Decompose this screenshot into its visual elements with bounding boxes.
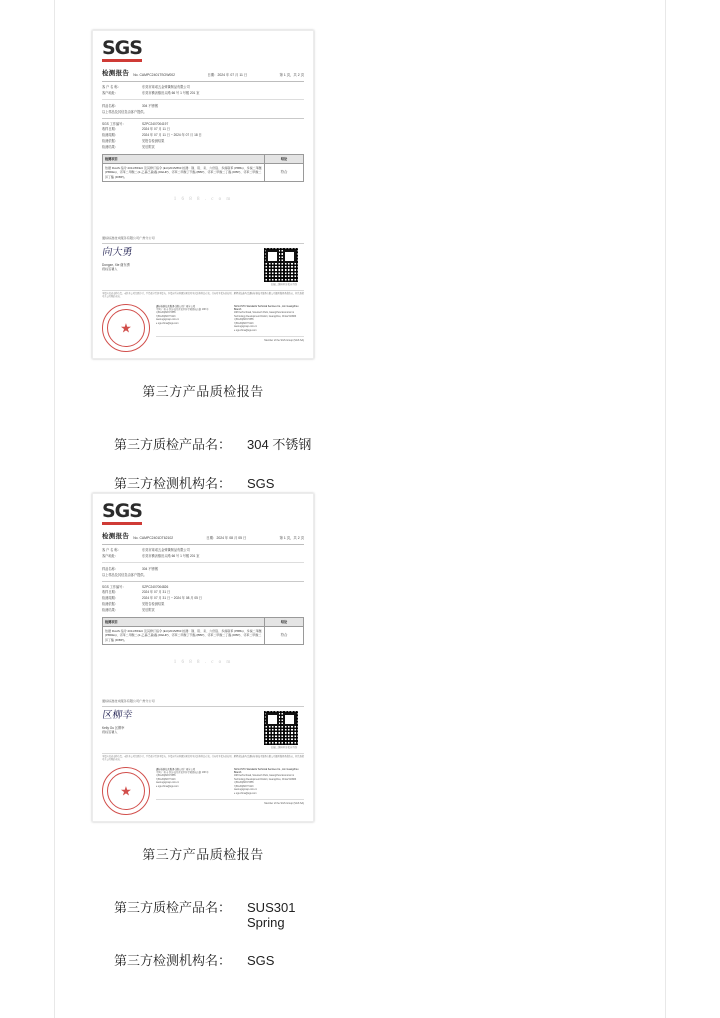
field-value-product-2: SUS301 Spring — [247, 899, 296, 930]
divider — [102, 118, 304, 119]
address-title-cn-2: 通标标准技术服务有限公司广州分公司 — [156, 768, 196, 771]
table-row: SGS 工作编号： SZPC2407004826 — [102, 584, 169, 589]
divider — [102, 581, 304, 582]
divider — [102, 562, 304, 563]
report-fields-2 — [92, 897, 314, 969]
table-row: 收样日期： 2024 年 07 月 31 日 — [102, 590, 171, 595]
result-conclusion-1: 符合 — [265, 163, 304, 182]
divider — [102, 99, 304, 100]
field-value-product-1: 304 不锈钢 — [247, 436, 312, 452]
result-col-test: 检测项目 — [103, 618, 265, 627]
certificate-header-2 — [102, 532, 304, 545]
report-caption-1: 第三方产品质检报告 — [142, 383, 264, 399]
certificate-image-1[interactable] — [92, 30, 314, 359]
certificate-header-1 — [102, 69, 304, 82]
address-fax-en-2: f (86-20)8207 5113 — [234, 785, 254, 788]
report-no-1: No. CAMPC2401TSOW002 — [133, 73, 176, 78]
signer-role-2: 授权签署人 — [102, 730, 118, 735]
signature-1: 向大勇 — [101, 246, 134, 258]
report-date-2: 日期：2024 年 08 月 05 日 — [206, 536, 247, 541]
address-web-en-2: www.sgsgroup.com.cn — [234, 789, 257, 792]
address-line-en-1: 198 Kezhu Road, Scientech Park, Guangzhou Economic & Technology Development District, Guangzhou, China 510663 — [234, 312, 297, 318]
address-line-en-2: 198 Kezhu Road, Scientech Park, Guangzhou Economic & Technology Development District, Guangzhou, China 510663 — [234, 775, 297, 781]
field-value-agency-2: SGS — [247, 952, 275, 968]
watermark-2: 1 6 8 8 . c o m — [173, 660, 233, 666]
address-title-cn-1: 通标标准技术服务有限公司广州分公司 — [156, 305, 196, 308]
legal-disclaimer-1: 本报告仅就来样负责。未经本公司书面许可，不得部分复制本报告。本报告所含检测结果仅对本次送检样品有效。任何对本报告的使用、解释或依赖均受通标标准技术服务有限公司通用服务条款约束，相关条款可于公司网站查询。 — [102, 290, 304, 299]
report-block-2 — [92, 493, 314, 989]
signature-2: 区柳幸 — [101, 709, 134, 721]
address-phone-cn-2: t (86-20)8215 5555 — [156, 775, 176, 778]
blank-band — [102, 667, 304, 691]
address-fax-cn-1: f (86-20)8207 5113 — [156, 315, 176, 318]
job-info-table-1 — [102, 121, 304, 150]
sample-info-table-2 — [102, 566, 304, 572]
certificate-footer-2 — [102, 699, 304, 815]
member-line-2: Member of the SGS Group (SGS SA) — [156, 799, 304, 805]
field-row-product-1 — [92, 434, 314, 453]
customer-info-table-2 — [102, 548, 304, 560]
table-row: 客户地址： 东莞市横沥镇田头路 66 号 1 号楼 201 室 — [102, 91, 200, 96]
address-email-en-1: e sgs.china@sgs.com — [234, 329, 257, 332]
field-label-agency-1: 第三方检测机构名： — [114, 475, 232, 491]
blank-band — [102, 204, 304, 228]
page-right-rule — [665, 0, 666, 1018]
result-table-2 — [102, 617, 304, 645]
address-line-cn-1: 中国·广州市·经济技术开发区科学城荔枝山路 198 号 — [156, 309, 209, 312]
field-row-agency-1 — [92, 473, 314, 492]
job-info-table-2 — [102, 584, 304, 613]
sgs-logo-bar — [102, 522, 142, 525]
address-phone-cn-1: t (86-20)8215 5555 — [156, 312, 176, 315]
signer-name-1: Dongze, Xie 谢东勇 — [102, 262, 130, 267]
report-page-2: 第 1 页，共 2 页 — [279, 536, 304, 541]
address-email-cn-2: e sgs.china@sgs.com — [156, 785, 179, 788]
report-block-1 — [92, 30, 314, 512]
report-no-2: No. CAMPC2401DT62102 — [133, 536, 174, 541]
result-conclusion-2: 符合 — [265, 626, 304, 645]
field-label-product-2: 第三方质检产品名： — [114, 899, 232, 915]
sgs-logo-2: SGS — [102, 502, 142, 525]
report-caption-2: 第三方产品质检报告 — [142, 846, 264, 862]
table-row: 客户地址： 东莞市横沥镇田头路 66 号 1 号楼 201 室 — [102, 554, 200, 559]
result-description-1: 依据 RoHS 指令 2011/65/EU 及其修订指令 (EU)2015/863 检测：镉、铅、汞、六价铬、多溴联苯 (PBBs)、多溴二苯醚 (PBDEs)、邻苯二甲酸二(2-乙基己基)酯 (DEHP)、邻苯二甲酸丁苄酯 (BBP)、邻苯二甲酸二丁酯 (DBP)、邻苯二甲酸二异丁酯 (DIBP)。 — [103, 163, 265, 182]
address-web-en-1: www.sgsgroup.com.cn — [234, 326, 257, 329]
result-table-1 — [102, 154, 304, 182]
table-row: 检测依据： 见报告检测结果 — [102, 139, 165, 144]
issuing-company-1: 通标标准技术服务有限公司广州分公司 — [102, 236, 304, 244]
qr-code-1[interactable] — [264, 248, 298, 282]
company-stamp-1 — [102, 304, 150, 352]
qr-caption-2: 扫描二维码验证报告真伪 — [270, 745, 298, 749]
field-label-product-1: 第三方质检产品名： — [114, 436, 232, 452]
field-row-product-2 — [92, 897, 314, 930]
signer-role-1: 授权签署人 — [102, 267, 118, 272]
address-web-cn-2: www.sgsgroup.com.cn — [156, 782, 179, 785]
result-description-2: 依据 RoHS 指令 2011/65/EU 及其修订指令 (EU)2015/863 检测：镉、铅、汞、六价铬、多溴联苯 (PBBs)、多溴二苯醚 (PBDEs)、邻苯二甲酸二(2-乙基己基)酯 (DEHP)、邻苯二甲酸丁苄酯 (BBP)、邻苯二甲酸二丁酯 (DBP)、邻苯二甲酸二异丁酯 (DIBP)。 — [103, 626, 265, 645]
table-row: 检测依据： 见报告检测结果 — [102, 602, 165, 607]
certificate-title-2: 检测报告 — [102, 533, 130, 540]
sgs-logo-bar — [102, 59, 142, 62]
sample-note-1: 以上样品及其信息由客户提供。 — [102, 109, 147, 114]
table-row: 检测周期： 2024 年 07 月 11 日 ~ 2024 年 07 月 18 日 — [102, 133, 202, 138]
field-row-agency-2 — [92, 950, 314, 969]
table-row: SGS 工作编号： SZPC2407004197 — [102, 121, 169, 126]
report-page-1: 第 1 页，共 2 页 — [279, 73, 304, 78]
page-left-rule — [54, 0, 55, 1018]
address-fax-en-1: f (86-20)8207 5113 — [234, 322, 254, 325]
member-line-1: Member of the SGS Group (SGS SA) — [156, 336, 304, 342]
table-row: 客 户 名 称： 东莞市赛诺五金弹簧制品有限公司 — [102, 85, 190, 90]
table-row: 检测周期： 2024 年 07 月 31 日 ~ 2024 年 08 月 05 日 — [102, 596, 202, 601]
signer-name-2: Kelly Ou 区柳幸 — [102, 725, 125, 730]
qr-code-2[interactable] — [264, 711, 298, 745]
table-row: 样品名称： 304 不锈钢 — [102, 566, 158, 571]
certificate-image-2[interactable] — [92, 493, 314, 822]
customer-info-table-1 — [102, 85, 304, 97]
address-line-cn-2: 中国·广州市·经济技术开发区科学城荔枝山路 198 号 — [156, 772, 209, 775]
address-email-en-2: e sgs.china@sgs.com — [234, 792, 257, 795]
certificate-title-1: 检测报告 — [102, 70, 130, 77]
company-stamp-2 — [102, 767, 150, 815]
field-label-agency-2: 第三方检测机构名： — [114, 952, 232, 968]
table-row: 样品名称： 304 不锈钢 — [102, 103, 158, 108]
field-value-agency-1: SGS — [247, 475, 275, 491]
address-phone-en-2: t (86-20)8215 5555 — [234, 782, 254, 785]
address-title-en-2: SGS-CSTC Standards Technical Services Co., Ltd. Guangzhou Branch — [234, 768, 299, 775]
table-row: 收样日期： 2024 年 07 月 11 日 — [102, 127, 170, 132]
sample-info-table-1 — [102, 103, 304, 109]
issuing-company-2: 通标标准技术服务有限公司广州分公司 — [102, 699, 304, 707]
result-col-conclusion: 结论 — [265, 618, 304, 627]
table-row: 客 户 名 称： 东莞市赛诺五金弹簧制品有限公司 — [102, 548, 190, 553]
result-col-test: 检测项目 — [103, 155, 265, 164]
sample-note-2: 以上样品及其信息由客户提供。 — [102, 572, 147, 577]
report-fields-1 — [92, 434, 314, 492]
table-row: 检测结果： 见后附页 — [102, 607, 155, 612]
qr-caption-1: 扫描二维码验证报告真伪 — [270, 282, 298, 286]
table-row: 检测结果： 见后附页 — [102, 144, 155, 149]
watermark-1: 1 6 8 8 . c o m — [173, 197, 233, 203]
address-email-cn-1: e sgs.china@sgs.com — [156, 322, 179, 325]
legal-disclaimer-2: 本报告仅就来样负责。未经本公司书面许可，不得部分复制本报告。本报告所含检测结果仅对本次送检样品有效。任何对本报告的使用、解释或依赖均受通标标准技术服务有限公司通用服务条款约束，相关条款可于公司网站查询。 — [102, 753, 304, 762]
table-row — [103, 626, 304, 645]
sgs-logo-1: SGS — [102, 39, 142, 62]
result-col-conclusion: 结论 — [265, 155, 304, 164]
address-title-en-1: SGS-CSTC Standards Technical Services Co., Ltd. Guangzhou Branch — [234, 305, 299, 312]
certificate-footer-1 — [102, 236, 304, 352]
address-phone-en-1: t (86-20)8215 5555 — [234, 319, 254, 322]
address-web-cn-1: www.sgsgroup.com.cn — [156, 319, 179, 322]
address-fax-cn-2: f (86-20)8207 5113 — [156, 778, 176, 781]
report-date-1: 日期：2024 年 07 月 11 日 — [207, 73, 248, 78]
table-row — [103, 163, 304, 182]
